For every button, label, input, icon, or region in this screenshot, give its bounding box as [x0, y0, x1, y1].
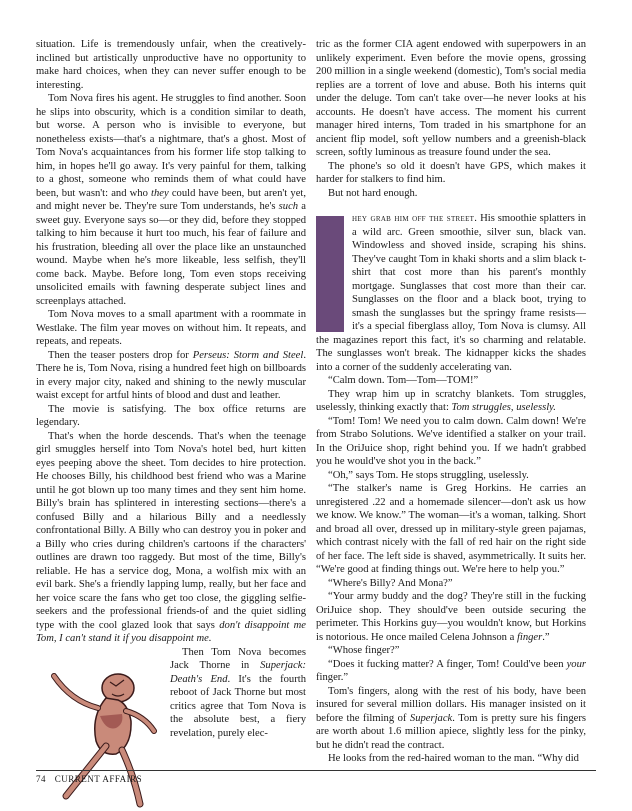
- text-run: They wrap him up in scratchy blankets. Tom struggles, uselessly, thinking exactly that:: [316, 388, 586, 413]
- paragraph: “Oh,” says Tom. He stops struggling, uselessly.: [328, 469, 529, 481]
- text-run: Perseus: Storm and Steel: [192, 349, 304, 361]
- paragraph: “Where's Billy? And Mona?”: [328, 577, 453, 589]
- text-run: Superjack: [409, 712, 453, 724]
- text-run: don't disappoint me Tom, I can't stand it if you disappoint me.: [36, 619, 306, 644]
- paragraph: [36, 349, 306, 403]
- left-column: [36, 38, 306, 811]
- text-run: “Does it fucking matter? A finger, Tom! Could've been: [328, 658, 567, 670]
- text-run: That's when the horde descends. That's when the teenage girl smuggles herself into Tom Nova's hotel bed, hurt kitten eyes peeping above the sheet. Tom decides to hire protection. He chooses Billy, his childhood best friend who was a Marine until he got blown up too many times and they sent him home. Billy's brain has splintered in interesting sections—there's a confused Billy and a hilarious Billy and a needlessly confrontational Billy. A Billy who can destroy you in poker and a Billy who cries during children's cartoons if the characters' outlines are drawn too raggedy. But most of the time, Billy's reliable. He has a service dog, Mona, a wolfish mix with an evil bark. She's a friendly lapping lump, really, but her face and her voice scare the fans who get too close, the giggling selfie-seekers and the professional friends-of and the quiet sidling type with the cool glazed look that says: [36, 430, 306, 631]
- paragraph: [316, 685, 586, 753]
- illustration: [36, 646, 164, 811]
- text-run: . Tom is pretty sure his fingers are worth about 1.6 million apiece, slightly less for the pinky, but he didn't read the contract.: [316, 712, 586, 751]
- text-run: His smoothie splatters in a wild arc. Green smoothie, silver sun, black van. Windowless and shoved inside, scraping his shins. They've caught Tom in khaki shorts and a slim black t-shirt that cost more than his parent's monthly mortgage. Sunglasses that cost more than their car. Sunglasses on the floor and a black boot, trying to smash the sunglasses but the springy frame resists—it's a special fiberglass alloy, Tom Nova is clumsy. All the magazines report this fact, it's so charming and relatable. The sunglasses won't break. The kidnapper kicks the shades into a corner of the suddenly accelerating van.: [316, 213, 586, 373]
- text-run: finger: [516, 631, 543, 643]
- right-column: [316, 38, 586, 766]
- page-number: 74: [36, 774, 46, 784]
- paragraph: “Tom! Tom! We need you to calm down. Calm down! We're from Strabo Solutions. We've identified a stalker on your trail. In the OriJuice shop, right behind you. If we hadn't grabbed you he would've shot you in the back.”: [316, 415, 586, 467]
- publication-name: CURRENT AFFAIRS: [54, 774, 143, 784]
- paragraph: [316, 212, 586, 374]
- text-run: Then Tom Nova becomes Jack Thorne in: [170, 646, 306, 671]
- paragraph: situation. Life is tremendously unfair, when the creatively-inclined but artistically unproductive have no opportunity to make hard choices, when they can never suffer enough to be interesting.: [36, 39, 306, 91]
- paragraph: He looks from the red-haired woman to the man. “Why did: [328, 753, 579, 764]
- text-run: Then the teaser posters drop for: [48, 349, 193, 361]
- paragraph: The movie is satisfying. The box office returns are legendary.: [36, 403, 306, 428]
- paragraph: Tom Nova moves to a small apartment with a roommate in Westlake. The film year moves on without him. It repeats, and repeats, and repeats.: [36, 309, 306, 347]
- text-run: a sweet guy. Everyone says so—or they did, before they stopped talking to him because it hurt too much, his fear of failure and his frustration, bleeding all over the place like an unstaunched wound. Maybe when he's more likeable, less selfish, they'll come back. Maybe. Before long, Tom even stops receiving unsolicited emails with fawning desperate subject lines and screenplays attached.: [36, 201, 306, 307]
- text-run: such: [278, 201, 299, 212]
- paragraph: The phone's so old it doesn't have GPS, which makes it harder for stalkers to find him.: [316, 160, 586, 185]
- text-run: .”: [542, 631, 550, 643]
- section-break: [316, 200, 586, 212]
- paragraph: [316, 658, 586, 685]
- text-run: . It's the fourth reboot of Jack Thorne but most critics agree that Tom Nova is the absolute best, a fiery revelation, purely elec-: [170, 673, 306, 739]
- paragraph: But not hard enough.: [328, 187, 418, 199]
- paragraph: tric as the former CIA agent endowed with superpowers in an unlikely experiment. Even before the movie opens, grossing 200 million in a single weekend (domestic), Tom's social media replies are a torrent of love and abuse. Both his interns quit under the deluge. Tom can't take over—he never looks at his accounts. He doesn't have access. The moment his current manager hired interns, Tom traded in his smartphone for an ancient flip model, soft yellow numbers and a greenish-black screen, softly luminous as treasure found under the sea.: [316, 39, 586, 158]
- text-run: Superjack: Death's End: [170, 660, 306, 685]
- text-run: your: [566, 658, 586, 670]
- text-run: they: [151, 187, 169, 199]
- text-run: hey grab him off the street.: [352, 213, 478, 224]
- flying-figure-illustration: [36, 646, 164, 811]
- paragraph: [36, 92, 306, 308]
- paragraph: “The stalker's name is Greg Horkins. He carries an unregistered .22 and a homemade silencer—don't ask us how we know. We know.” The woman—it's a woman, talking. Short and broad all over, dressed up in military-style green pajamas, which contrast nicely with the fall of red hair on the right side of her face. The left side is shaved, asymmetrically. It suits her. “We're good at finding things out. We're here to help you.”: [316, 483, 586, 575]
- paragraph: [316, 590, 586, 644]
- paragraph: [316, 388, 586, 415]
- text-run: . There he is, Tom Nova, rising a hundred feet high on billboards in every major city, naked and shining to the newly muscular waist except for artful hints of blood and dust and leather.: [36, 349, 306, 401]
- text-run: Tom struggles, uselessly.: [451, 402, 556, 413]
- page-footer: [36, 770, 596, 784]
- text-run: Tom's fingers, along with the rest of his body, have been insured for several million dollars. His manager insisted on it before the filming of: [316, 685, 586, 724]
- text-run: could have been, but aren't yet, and might never be. They're sure Tom understands, he's: [36, 187, 306, 212]
- paragraph: [36, 430, 306, 646]
- text-run: Tom Nova fires his agent. He struggles to find another. Soon he slips into obscurity, which is a condition similar to death, but worse. A person who is invisible to everyone, but nonetheless exists—that's a nightmare, that's a ghost. Most of Tom Nova's acquaintances from his former life stop talking to him, in hopes he'll go away. It's very painful for them, talking to a ghost, someone who reminds them of what could have been, but wasn't: and who: [36, 93, 306, 199]
- paragraph: “Whose finger?”: [328, 645, 400, 656]
- drop-cap: T: [316, 216, 344, 332]
- text-run: finger.”: [316, 672, 349, 683]
- text-run: “Your army buddy and the dog? They're still in the fucking OriJuice shop. They should've been outside securing the perimeter. This Horkins guy—you wouldn't know, but Horkins is notorious. He once mailed Celena Johnson a: [316, 591, 586, 643]
- paragraph: “Calm down. Tom—Tom—TOM!”: [328, 375, 479, 386]
